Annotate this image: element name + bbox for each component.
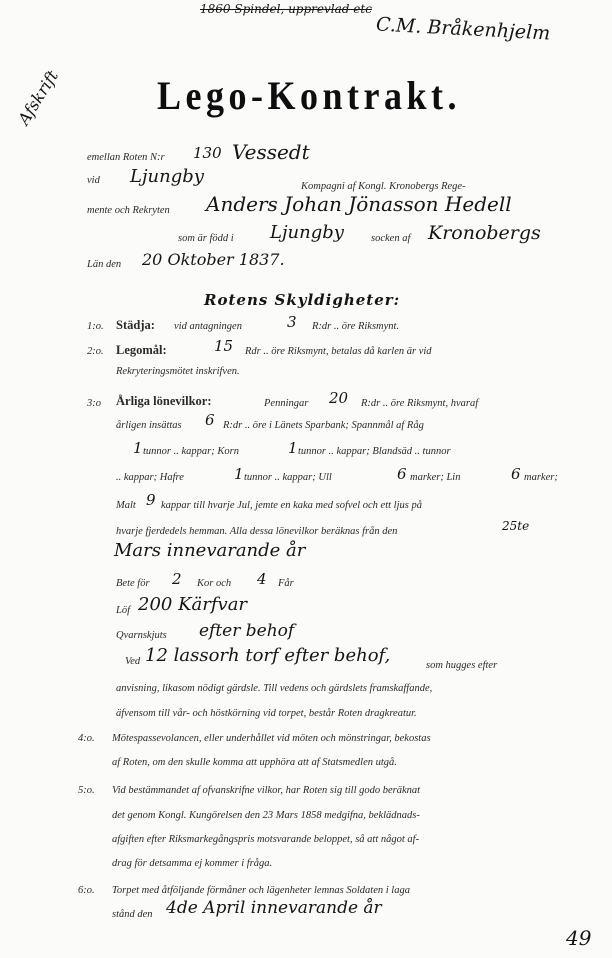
far-label: Får — [278, 578, 294, 589]
socken-lan: Kronobergs — [428, 222, 541, 244]
section-title: Rotens Skyldigheter: — [204, 291, 401, 309]
item5-text-b: det genom Kongl. Kungörelsen den 23 Mars 1858 medgifna, beklädnads- — [112, 810, 420, 821]
ved-text-a: som hugges efter — [426, 660, 498, 671]
ved-text-b: anvisning, likasom nödigt gärdsle. Till vedens och gärdslets framskaffande, — [116, 683, 433, 694]
item2-text-b: Rekryteringsmötet inskrifven. — [116, 366, 240, 377]
item2-value: 15 — [214, 337, 234, 355]
item3-heading: Årliga lönevilkor: — [116, 394, 212, 408]
item3-rag: 1 — [133, 439, 143, 457]
rekryt-name: Anders Johan Jönasson Hedell — [206, 192, 512, 216]
kompagni-text: Kompagni af Kongl. Kronobergs Rege- — [301, 181, 466, 192]
item3-text-j: marker; — [524, 472, 558, 483]
struck-note: 1860 Spindel, upprevlad etc — [200, 2, 372, 16]
item3-ull: 6 — [397, 465, 407, 483]
item3-korn: 1 — [288, 439, 298, 457]
lan-den-label: Län den — [87, 259, 122, 270]
item3-date-a: 25te — [502, 519, 530, 533]
item3-text-b: R:dr .. öre Riksmynt, hvaraf — [361, 398, 479, 409]
bete-far-value: 4 — [257, 570, 267, 588]
ved-label: Ved — [125, 656, 141, 667]
item6-text-b: stånd den — [112, 909, 153, 920]
item3-text-l: kappar till hvarje Jul, jemte en kaka med sofvel och ett ljus på — [161, 500, 422, 511]
item5-text-c: afgiften efter Riksmarkegångspris motsvarande beloppet, så att något af- — [112, 834, 420, 845]
item4-text-a: Mötespassevolancen, eller underhållet vid möten och mönstringar, bekostas — [112, 733, 431, 744]
document-title: Lego-Kontrakt. — [157, 73, 461, 118]
fodd-datum: 20 Oktober 1837. — [142, 250, 285, 269]
roten-name: Vessedt — [232, 140, 310, 164]
item3-text-h: tunnor .. kappar; Ull — [244, 472, 332, 483]
item1-label: 1:o. — [87, 321, 104, 332]
item3-text-g: .. kappar; Hafre — [116, 472, 184, 483]
intro-vid: vid — [87, 175, 100, 186]
item2-heading: Legomål: — [116, 343, 167, 357]
item3-text-d: R:dr .. öre i Länets Sparbank; Spannmål af Råg — [223, 420, 424, 431]
item5-label: 5:o. — [78, 785, 95, 796]
item3-pengar: 20 — [329, 389, 349, 407]
lof-label: Löf — [116, 605, 131, 616]
quarn-label: Qvarnskjuts — [116, 630, 167, 641]
fodd-label: som är född i — [178, 233, 234, 244]
quarn-value: efter behof — [199, 621, 295, 641]
item2-label: 2:o. — [87, 346, 104, 357]
item1-text-a: vid antagningen — [174, 321, 242, 332]
item3-text-i: marker; Lin — [410, 472, 461, 483]
page-number: 49 — [566, 926, 592, 950]
item5-text-a: Vid bestämmandet af ofvanskrifne vilkor, har Roten sig till godo beräknat — [112, 785, 421, 796]
socken-label: socken af — [371, 233, 411, 244]
item3-malt: 9 — [146, 491, 156, 509]
item1-heading: Städja: — [116, 318, 155, 332]
item2-text-a: Rdr .. öre Riksmynt, betalas då karlen är vid — [245, 346, 432, 357]
item3-text-m: hvarje fjerdedels hemman. Alla dessa lönevilkor beräknas från den — [116, 526, 398, 537]
item3-hafre: 1 — [234, 465, 244, 483]
item3-text-k: Malt — [116, 500, 136, 511]
item4-text-b: af Roten, om den skulle komma att upphöra att af Statsmedlen utgå. — [112, 757, 397, 768]
item3-label: 3:o — [87, 398, 101, 409]
mente-och-text: mente och Rekryten — [87, 205, 170, 216]
item6-date: 4de April innevarande år — [166, 898, 382, 918]
roten-number: 130 — [193, 144, 222, 162]
kor-label: Kor och — [197, 578, 232, 589]
item5-text-d: drag för detsamma ej kommer i fråga. — [112, 858, 273, 869]
item6-text-a: Torpet med åtföljande förmåner och lägenheter lemnas Soldaten i laga — [112, 885, 410, 896]
item3-text-c: årligen insättas — [116, 420, 182, 431]
vid-value: Ljungby — [130, 166, 204, 187]
bete-kor-value: 2 — [172, 570, 182, 588]
margin-note-afskrift: Afskrift — [14, 66, 63, 129]
bete-label: Bete för — [116, 578, 150, 589]
item1-text-b: R:dr .. öre Riksmynt. — [312, 321, 400, 332]
item3-insatt: 6 — [205, 411, 215, 429]
fodd-ort: Ljungby — [270, 222, 344, 243]
item6-label: 6:o. — [78, 885, 95, 896]
item3-text-a: Penningar — [264, 398, 309, 409]
signature: C.M. Bråkenhjelm — [375, 13, 551, 45]
ved-text-c: äfvensom till vår- och höstkörning vid torpet, består Roten dragkreatur. — [116, 708, 417, 719]
intro-emellan: emellan Roten N:r — [87, 152, 165, 163]
item1-value: 3 — [287, 313, 297, 331]
item3-text-e: tunnor .. kappar; Korn — [143, 446, 239, 457]
item3-text-f: tunnor .. kappar; Blandsäd .. tunnor — [298, 446, 451, 457]
item3-lin: 6 — [511, 465, 521, 483]
item3-date-b: Mars innevarande år — [114, 540, 306, 561]
item4-label: 4:o. — [78, 733, 95, 744]
ved-value: 12 lassorh torf efter behof, — [145, 645, 391, 666]
lof-value: 200 Kärfvar — [138, 594, 248, 615]
